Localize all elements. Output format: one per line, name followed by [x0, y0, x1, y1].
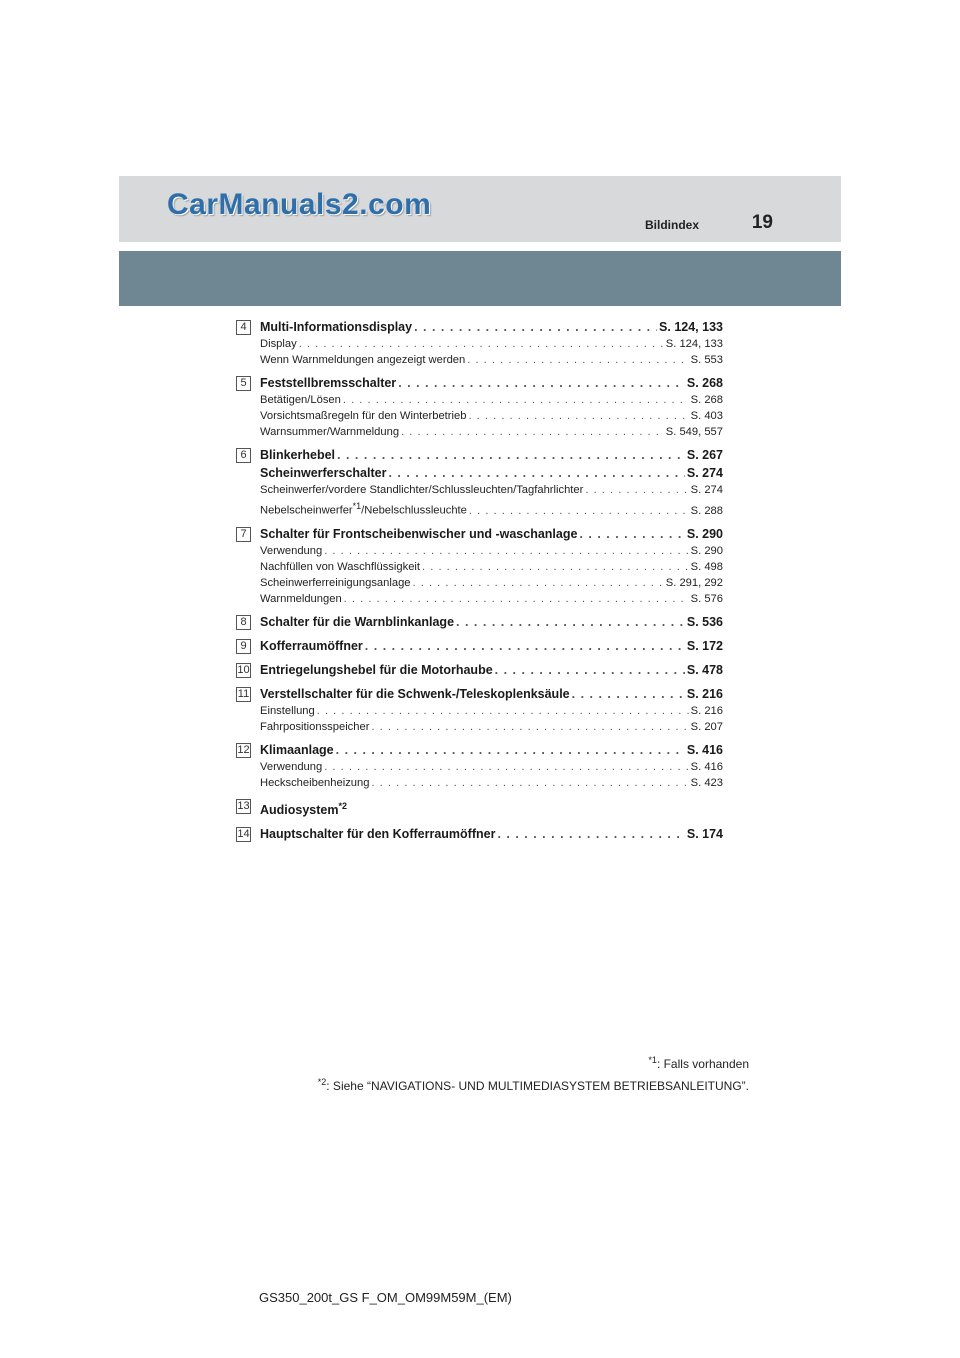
dot-leader: [579, 525, 684, 543]
entry-label-text: Kofferraumöffner: [260, 638, 363, 653]
index-subentry: [236, 543, 723, 559]
dot-leader: [324, 543, 688, 559]
callout-number-badge: 5: [236, 376, 251, 391]
entry-label: [260, 797, 347, 819]
index-subentry: [236, 559, 723, 575]
footnotes: [318, 1055, 749, 1099]
footnote-marker: *1: [648, 1055, 657, 1065]
page-reference: S. 403: [690, 410, 723, 422]
callout-number-badge: 8: [236, 615, 251, 630]
page-reference: S. 553: [690, 354, 723, 366]
page-reference: S. 124, 133: [659, 320, 723, 334]
entry-label-text: Schalter für die Warnblinkanlage: [260, 614, 455, 629]
entry-label-text: Warnsummer/Warnmeldung: [260, 426, 400, 438]
footnote-text: : Falls vorhanden: [656, 1057, 749, 1071]
document-code: GS350_200t_GS F_OM_OM99M59M_(EM): [259, 1290, 512, 1305]
entry-label: [260, 759, 322, 775]
index-entry: [236, 525, 723, 543]
footnote-text: : Siehe “NAVIGATIONS- UND MULTIMEDIASYSTEM BETRIEBSANLEITUNG”.: [326, 1079, 749, 1093]
entry-label: [260, 613, 454, 631]
index-subentry: [236, 575, 723, 591]
callout-number-badge: 14: [237, 827, 250, 840]
footnote: [318, 1055, 749, 1071]
index-subentry: [236, 336, 723, 352]
entry-label: [260, 498, 467, 519]
index-entry: [236, 741, 723, 759]
page-reference: S. 267: [686, 448, 723, 462]
page-reference: S. 478: [686, 662, 723, 677]
index-group: [236, 661, 723, 679]
page-reference: S. 274: [690, 484, 723, 496]
index-subentry: [236, 482, 723, 498]
index-entry: [236, 446, 723, 464]
page-reference: S. 274: [686, 466, 723, 480]
dot-leader: [371, 775, 688, 791]
index-group: [236, 825, 723, 843]
page-reference: S. 216: [686, 686, 723, 701]
dot-leader: [388, 464, 684, 482]
dot-leader: [365, 637, 685, 655]
index-entry: [236, 464, 723, 482]
page-number: 19: [751, 212, 773, 233]
footnote-marker: *2: [338, 800, 348, 811]
index-group: [236, 613, 723, 631]
entry-label: [260, 685, 570, 703]
entry-label: [260, 525, 577, 543]
entry-label: [260, 482, 583, 498]
entry-label-text: Betätigen/Lösen: [260, 394, 341, 406]
entry-label: [260, 825, 495, 843]
entry-label-text: Vorsichtsmaßregeln für den Winterbetrieb: [260, 410, 467, 422]
callout-number-badge: 6: [236, 448, 251, 463]
index-subentry: [236, 408, 723, 424]
page-header: [119, 176, 841, 242]
page-reference: S. 536: [686, 614, 723, 629]
entry-label: [260, 424, 399, 440]
index-entry: [236, 685, 723, 703]
entry-label-text: Einstellung: [260, 704, 315, 717]
entry-label: [260, 661, 493, 679]
index-group: [236, 797, 723, 819]
dot-leader: [572, 685, 685, 703]
entry-label: [260, 559, 420, 575]
entry-label: [260, 741, 334, 759]
index-group: [236, 446, 723, 519]
entry-label-text: Nachfüllen von Waschflüssigkeit: [260, 560, 421, 573]
dot-leader: [371, 719, 688, 735]
page-reference: S. 291, 292: [665, 576, 723, 589]
entry-label: [260, 703, 315, 719]
index-entries: [236, 318, 723, 849]
index-entry: [236, 797, 723, 819]
page-reference: S. 498: [690, 560, 723, 573]
entry-label: [260, 464, 386, 482]
page-reference: S. 290: [690, 544, 723, 557]
entry-label: [260, 408, 466, 424]
entry-label: [260, 352, 465, 368]
chapter-band: [119, 251, 841, 306]
dot-leader: [343, 392, 689, 408]
entry-label-text: Entriegelungshebel für die Motorhaube: [260, 662, 493, 677]
dot-leader: [456, 613, 685, 631]
dot-leader: [401, 424, 664, 440]
index-group: [236, 525, 723, 607]
entry-label-text: Klimaanlage: [260, 742, 334, 757]
callout-number-badge: 10: [237, 663, 250, 676]
dot-leader: [414, 318, 657, 336]
dot-leader: [299, 336, 664, 352]
page-reference: S. 268: [686, 376, 723, 390]
index-subentry: [236, 775, 723, 791]
page-reference: S. 290: [686, 526, 723, 541]
entry-label: [260, 575, 411, 591]
callout-number-badge: 13: [237, 799, 250, 812]
watermark-logo: CarManuals2.com: [167, 188, 432, 221]
dot-leader: [495, 661, 685, 679]
dot-leader: [469, 503, 689, 519]
index-group: [236, 374, 723, 440]
entry-label: [260, 591, 342, 607]
footnote-marker: *1: [352, 501, 362, 511]
dot-leader: [336, 741, 685, 759]
callout-number-badge: 9: [236, 639, 251, 654]
dot-leader: [497, 825, 684, 843]
index-entry: [236, 374, 723, 392]
index-entry: [236, 637, 723, 655]
dot-leader: [467, 352, 688, 368]
entry-label-text: Blinkerhebel: [260, 448, 336, 462]
entry-label-text: Hauptschalter für den Kofferraumöffner: [260, 826, 496, 841]
page-reference: S. 207: [690, 720, 723, 733]
callout-number-badge: 7: [236, 527, 251, 542]
entry-label-text: Feststellbremsschalter: [260, 376, 397, 390]
index-group: [236, 637, 723, 655]
entry-label-text: Scheinwerferschalter: [260, 466, 387, 480]
index-subentry: [236, 591, 723, 607]
index-subentry: [236, 498, 723, 519]
page-reference: S. 549, 557: [665, 426, 723, 438]
entry-label: [260, 336, 297, 352]
entry-label: [260, 392, 341, 408]
index-entry: [236, 318, 723, 336]
entry-label-text: Verwendung: [260, 544, 323, 557]
entry-label-text: Schalter für Frontscheibenwischer und -waschanlage: [260, 526, 578, 541]
page-reference: S. 172: [686, 638, 723, 653]
entry-label-text: Scheinwerfer/vordere Standlichter/Schlussleuchten/Tagfahrlichter: [260, 484, 584, 496]
entry-label: [260, 374, 396, 392]
entry-label: [260, 446, 335, 464]
footnote-marker: *2: [317, 1077, 327, 1087]
dot-leader: [422, 559, 689, 575]
index-group: [236, 685, 723, 735]
entry-label: [260, 318, 412, 336]
index-subentry: [236, 392, 723, 408]
dot-leader: [468, 408, 688, 424]
entry-label-text: Warnmeldungen: [260, 592, 342, 605]
page-reference: S. 174: [686, 826, 723, 841]
index-subentry: [236, 424, 723, 440]
index-subentry: [236, 703, 723, 719]
entry-label: [260, 543, 322, 559]
page-reference: S. 216: [690, 704, 723, 717]
entry-label: [260, 719, 369, 735]
entry-label-text: Audiosystem: [260, 802, 339, 817]
index-entry: [236, 613, 723, 631]
entry-label-text: Scheinwerferreinigungsanlage: [260, 576, 411, 589]
dot-leader: [585, 482, 688, 498]
entry-label: [260, 637, 363, 655]
footnote: [318, 1077, 749, 1093]
page-reference: S. 268: [690, 394, 723, 406]
entry-label-text: Display: [260, 338, 297, 350]
index-entry: [236, 661, 723, 679]
index-subentry: [236, 719, 723, 735]
entry-label-text: Verwendung: [260, 760, 323, 773]
page-reference: S. 288: [690, 504, 723, 517]
index-subentry: [236, 352, 723, 368]
dot-leader: [324, 759, 688, 775]
entry-label-text: /Nebelschlussleuchte: [361, 504, 467, 517]
page-reference: S. 416: [690, 760, 723, 773]
callout-number-badge: 12: [237, 743, 250, 756]
page-reference: S. 416: [686, 742, 723, 757]
dot-leader: [317, 703, 689, 719]
index-group: [236, 318, 723, 368]
entry-label-text: Nebelscheinwerfer: [260, 504, 353, 517]
entry-label-text: Multi-Informationsdisplay: [260, 320, 413, 334]
entry-label-text: Heckscheibenheizung: [260, 776, 370, 789]
page-reference: S. 423: [690, 776, 723, 789]
callout-number-badge: 11: [237, 687, 250, 700]
index-subentry: [236, 759, 723, 775]
index-entry: [236, 825, 723, 843]
entry-label-text: Fahrpositionsspeicher: [260, 720, 370, 733]
entry-label-text: Wenn Warnmeldungen angezeigt werden: [260, 354, 466, 366]
dot-leader: [398, 374, 685, 392]
page-reference: S. 576: [690, 592, 723, 605]
dot-leader: [413, 575, 664, 591]
entry-label: [260, 775, 369, 791]
dot-leader: [344, 591, 689, 607]
callout-number-badge: 4: [236, 320, 251, 335]
index-group: [236, 741, 723, 791]
section-title: Bildindex: [644, 218, 699, 232]
dot-leader: [337, 446, 685, 464]
page-reference: S. 124, 133: [665, 338, 723, 350]
entry-label-text: Verstellschalter für die Schwenk-/Teleskoplenksäule: [260, 686, 570, 701]
